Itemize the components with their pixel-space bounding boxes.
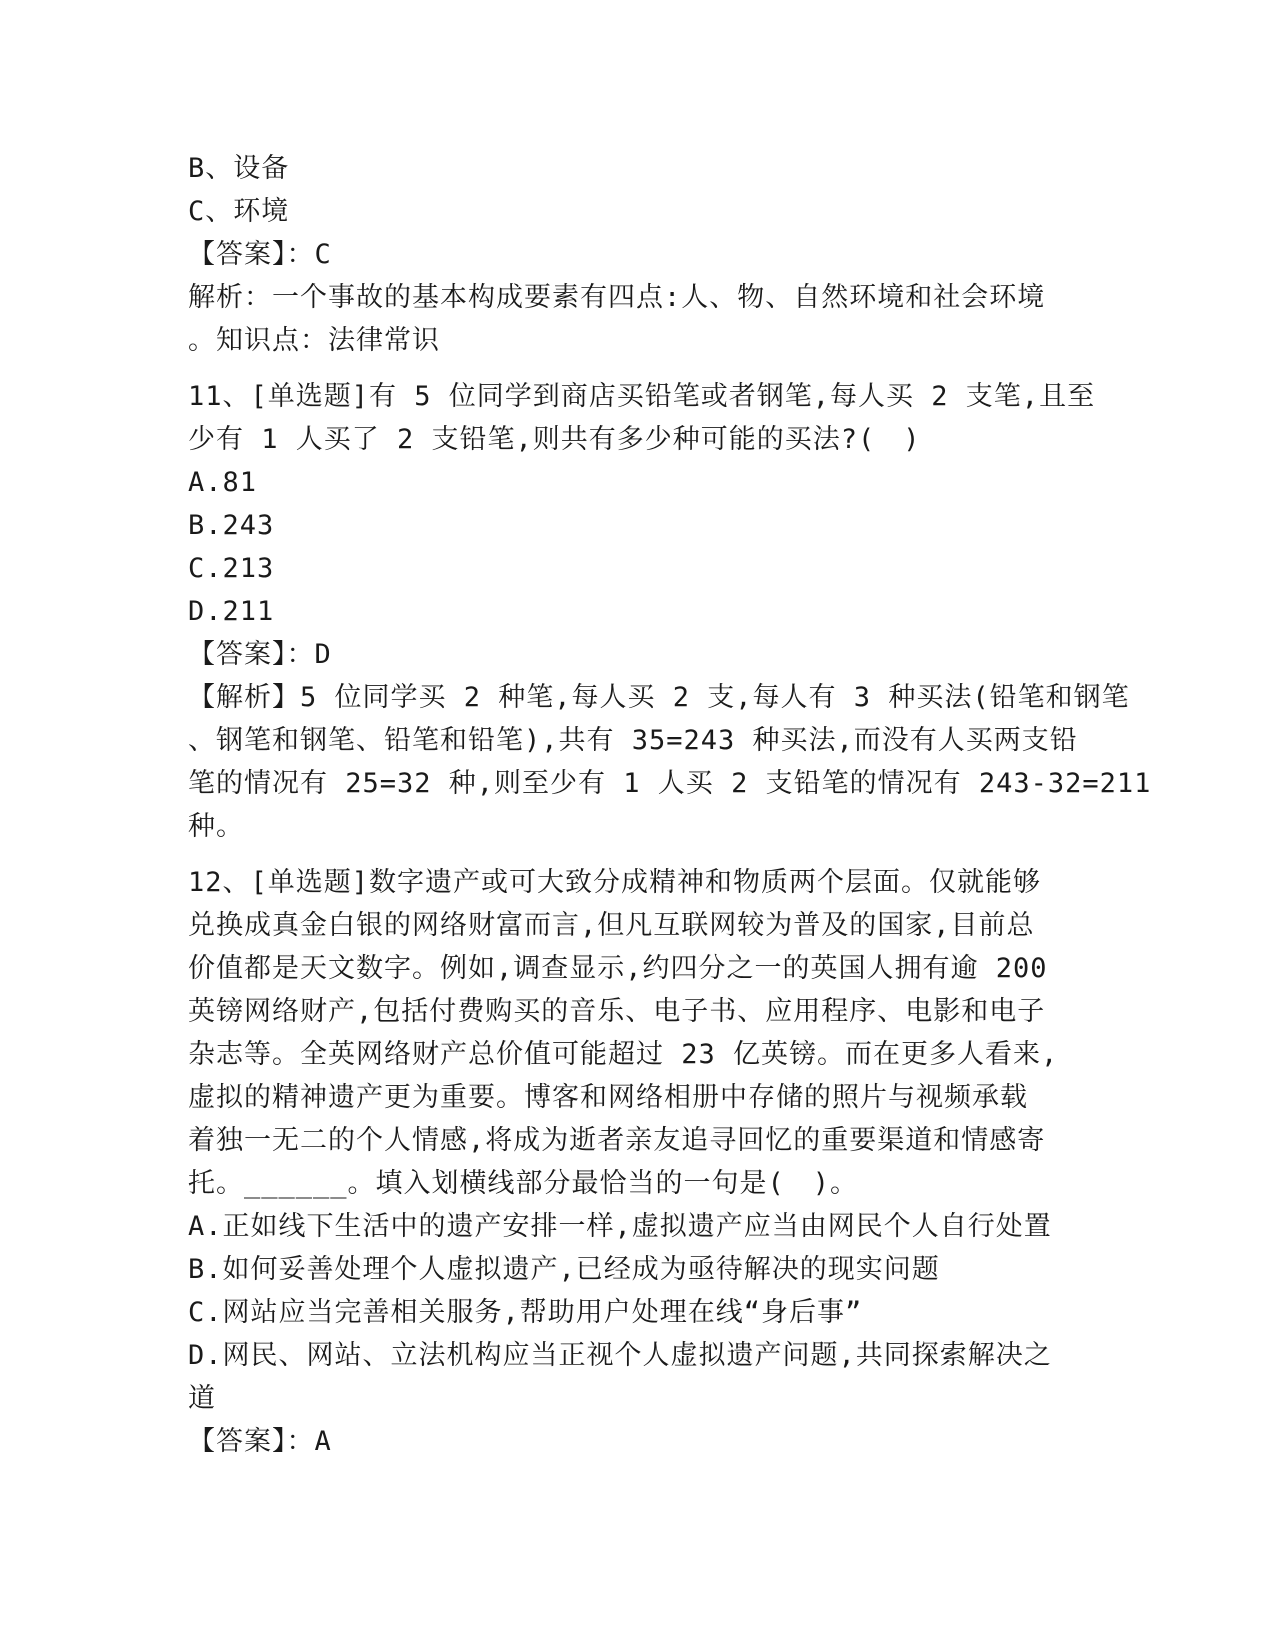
question-stem-line: 英镑网络财产,包括付费购买的音乐、电子书、应用程序、电影和电子 [188,996,1046,1027]
option-c: C.213 [188,553,275,584]
question-stem-line: 价值都是天文数字。例如,调查显示,约四分之一的英国人拥有逾 200 [188,953,1048,984]
question-10-tail [188,147,1088,362]
analysis-line: 。知识点：法律常识 [188,325,440,356]
question-11 [188,375,1152,848]
question-stem-line: 着独一无二的个人情感,将成为逝者亲友追寻回忆的重要渠道和情感寄 [188,1125,1046,1156]
answer: 【答案】：D [188,639,332,670]
option-b: B.243 [188,510,275,541]
analysis-line: 、钢笔和钢笔、铅笔和铅笔),共有 35=243 种买法,而没有人买两支铅 [188,725,1078,756]
answer: 【答案】：A [188,1426,332,1457]
option-b: B、设备 [188,153,290,184]
option-d: D.网民、网站、立法机构应当正视个人虚拟遗产问题,共同探索解决之 [188,1340,1052,1371]
option-c: C.网站应当完善相关服务,帮助用户处理在线“身后事” [188,1297,863,1328]
question-12 [188,861,1088,1463]
analysis-line: 种。 [188,811,244,842]
analysis-line: 解析：一个事故的基本构成要素有四点:人、物、自然环境和社会环境 [188,282,1046,313]
option-d-continuation: 道 [188,1383,216,1414]
question-stem-line: 少有 1 人买了 2 支铅笔,则共有多少种可能的买法?( ) [188,424,921,455]
question-stem-line: 兑换成真金白银的网络财富而言,但凡互联网较为普及的国家,目前总 [188,910,1035,941]
question-stem-line: 杂志等。全英网络财产总价值可能超过 23 亿英镑。而在更多人看来, [188,1039,1059,1070]
option-c: C、环境 [188,196,290,227]
option-a: A.81 [188,467,258,498]
analysis-line: 笔的情况有 25=32 种,则至少有 1 人买 2 支铅笔的情况有 243-32=211 [188,768,1152,799]
analysis-line: 【解析】5 位同学买 2 种笔,每人买 2 支,每人有 3 种买法(铅笔和钢笔 [188,682,1130,713]
option-b: B.如何妥善处理个人虚拟遗产,已经成为亟待解决的现实问题 [188,1254,940,1285]
document-page [188,147,1152,1463]
question-stem-line: 11、[单选题]有 5 位同学到商店买铅笔或者钢笔,每人买 2 支笔,且至 [188,381,1096,412]
question-stem-line: 虚拟的精神遗产更为重要。博客和网络相册中存储的照片与视频承载 [188,1082,1028,1113]
answer: 【答案】：C [188,239,332,270]
question-stem-line: 托。______。填入划横线部分最恰当的一句是( )。 [188,1168,859,1199]
option-d: D.211 [188,596,275,627]
question-stem-line: 12、[单选题]数字遗产或可大致分成精神和物质两个层面。仅就能够 [188,867,1042,898]
option-a: A.正如线下生活中的遗产安排一样,虚拟遗产应当由网民个人自行处置 [188,1211,1052,1242]
